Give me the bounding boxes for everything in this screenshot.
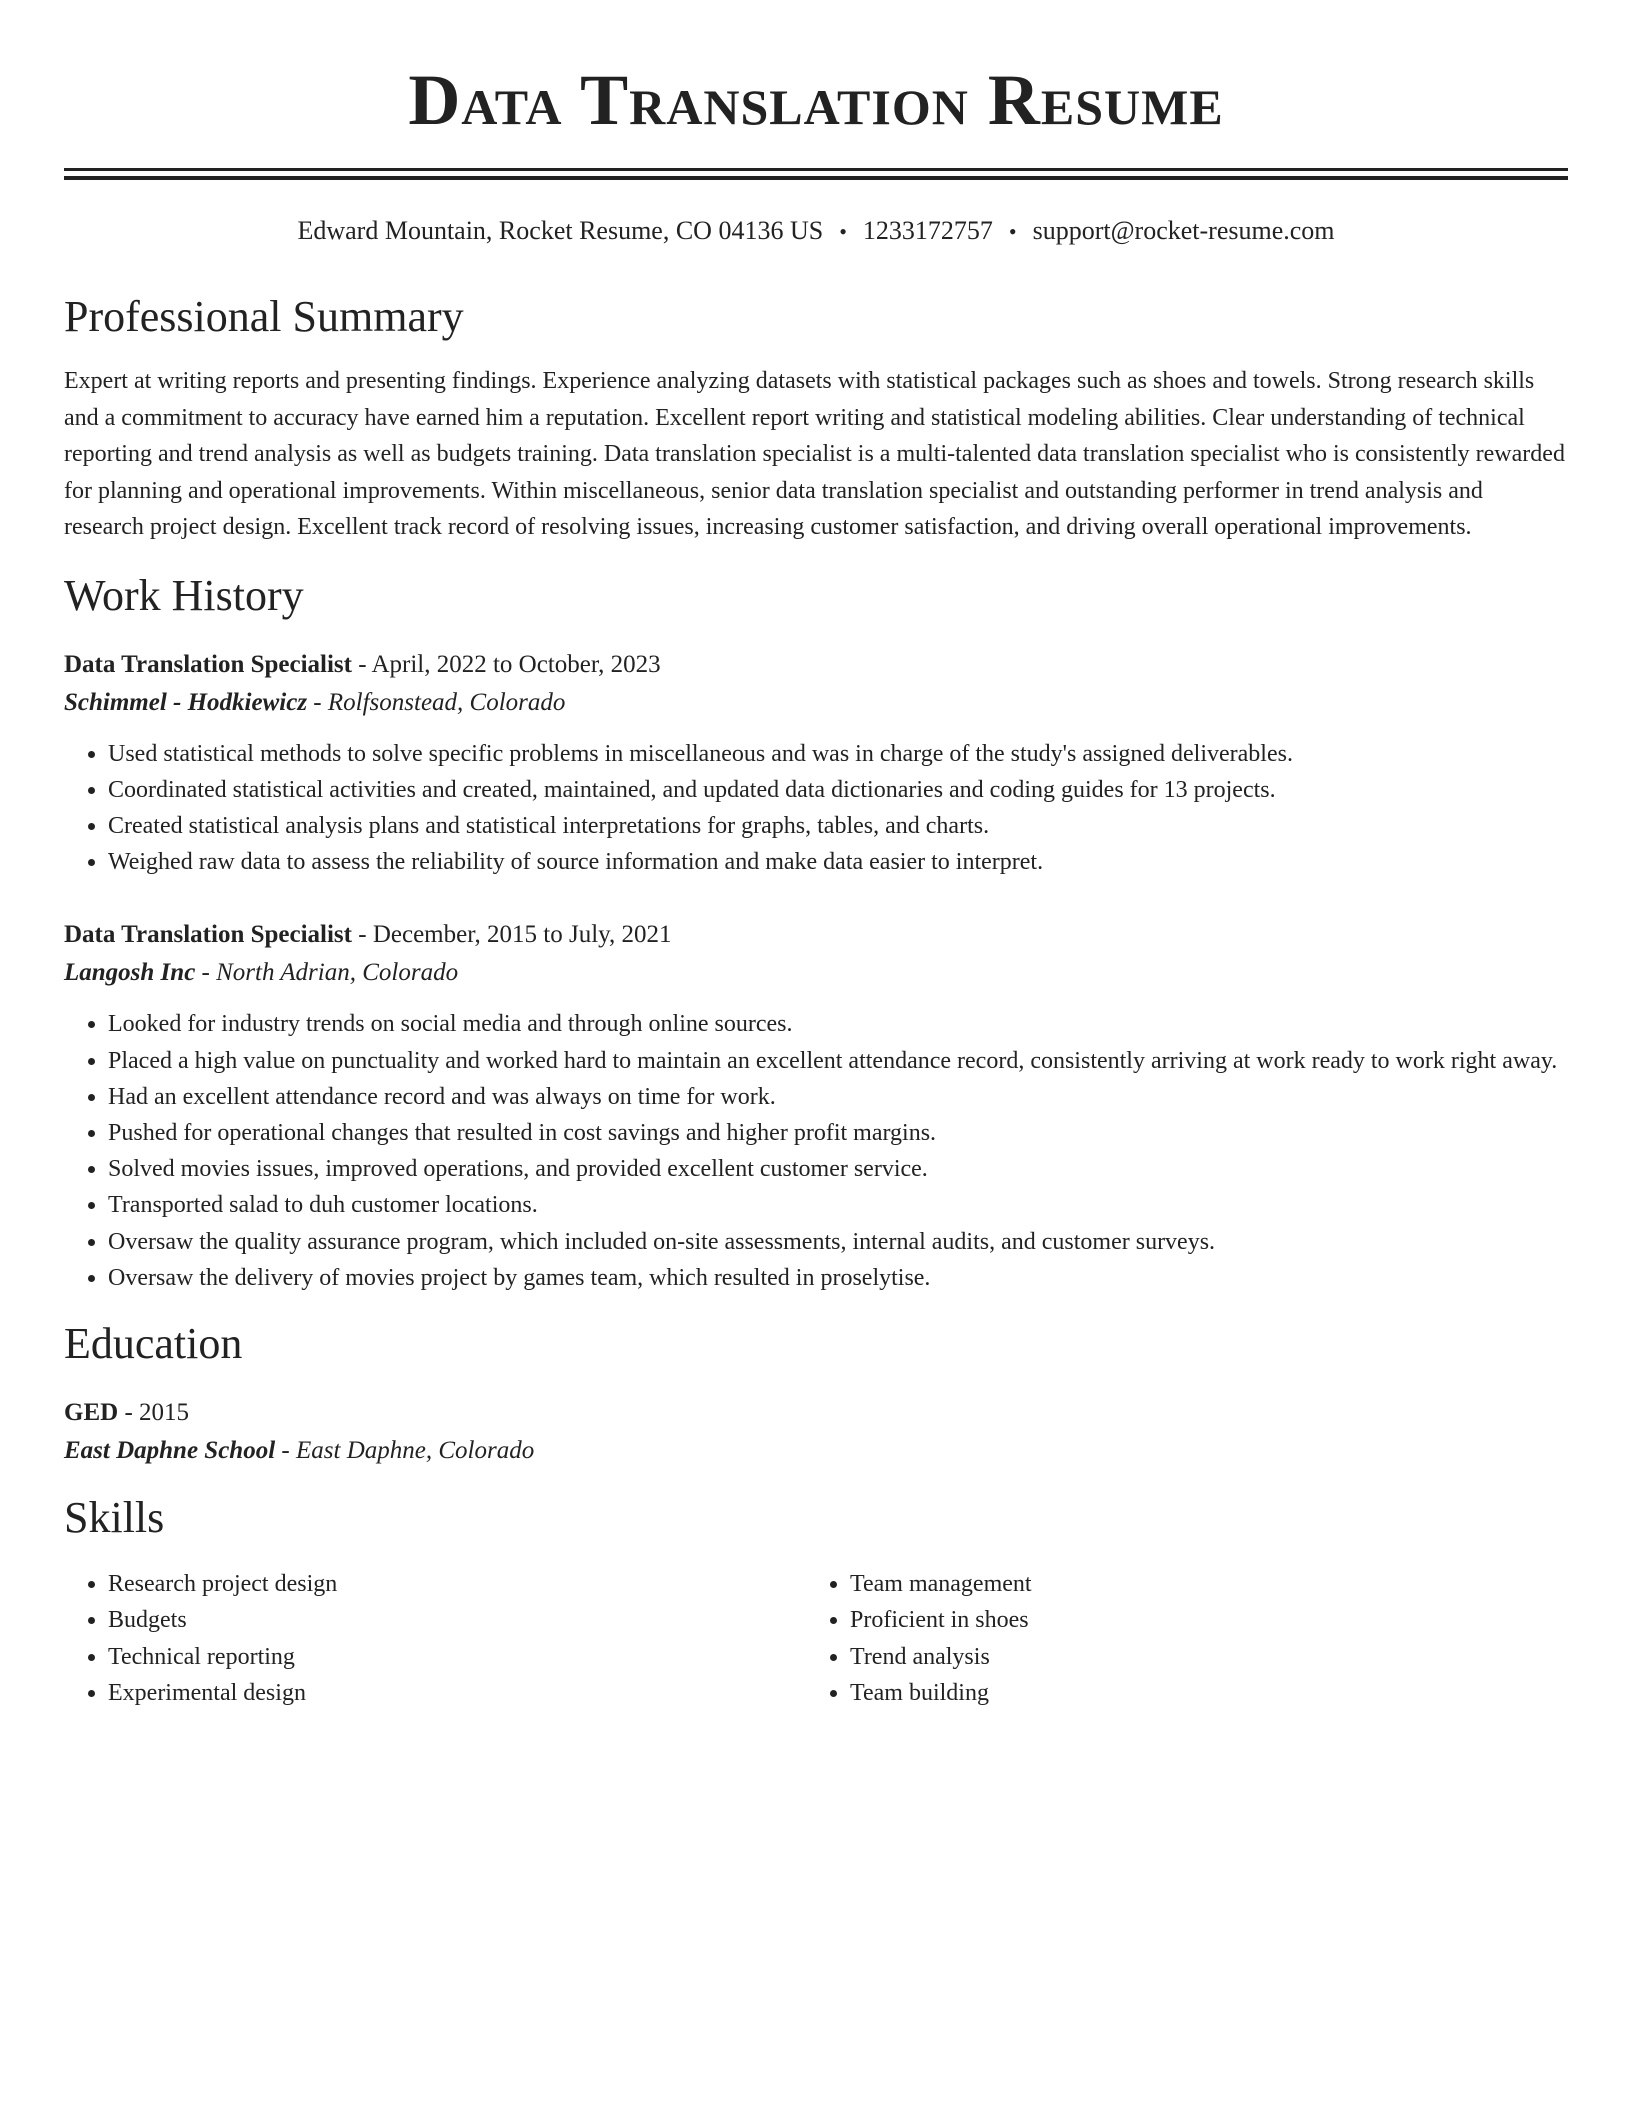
section-heading-education: Education bbox=[64, 1318, 243, 1368]
skill-item: • Proficient in shoes bbox=[850, 1602, 1568, 1639]
job-company: Langosh Inc bbox=[64, 959, 196, 987]
contact-separator: • bbox=[839, 219, 847, 244]
resume-title: Data Translation Resume bbox=[408, 60, 1224, 140]
contact-separator: • bbox=[1008, 219, 1017, 244]
skills-column-1 bbox=[64, 1566, 806, 1712]
job-company-line bbox=[64, 684, 1568, 722]
skill-item: • Budgets bbox=[108, 1602, 806, 1639]
job-dates: - April, 2022 to October, 2023 bbox=[352, 650, 661, 678]
skills-column-2 bbox=[806, 1566, 1568, 1712]
list-item: • Used statistical methods to solve specific problems in miscellaneous and was in charge of the study's assigned deliverables. bbox=[108, 736, 1568, 772]
job-entry bbox=[64, 916, 1568, 1296]
education-degree: GED bbox=[64, 1398, 119, 1426]
list-item: • Placed a high value on punctuality and worked hard to maintain an excellent attendance record, consistently arriving at work ready to work right away. bbox=[108, 1043, 1568, 1079]
education-year: - 2015 bbox=[118, 1398, 190, 1426]
education-school: East Daphne School bbox=[64, 1436, 276, 1464]
section-heading-skills: Skills bbox=[64, 1492, 165, 1542]
skill-item: • Research project design bbox=[108, 1566, 806, 1603]
education-entry bbox=[64, 1394, 1568, 1470]
contact-address: Edward Mountain, Rocket Resume, CO 04136 US bbox=[297, 216, 824, 245]
list-item: • Solved movies issues, improved operations, and provided excellent customer service. bbox=[108, 1151, 1568, 1187]
list-item: • Looked for industry trends on social media and through online sources. bbox=[108, 1006, 1568, 1042]
skill-item: • Experimental design bbox=[108, 1675, 806, 1712]
job-location: - Rolfsonstead, Colorado bbox=[307, 688, 566, 716]
education-degree-line bbox=[64, 1394, 1568, 1432]
section-heading-summary: Professional Summary bbox=[64, 292, 464, 341]
list-item: • Transported salad to duh customer locations. bbox=[108, 1187, 1568, 1223]
education-school-line bbox=[64, 1432, 1568, 1470]
skill-item: • Team management bbox=[850, 1566, 1568, 1603]
job-entry bbox=[64, 646, 1568, 881]
contact-email: support@rocket-resume.com bbox=[1032, 216, 1335, 245]
job-company-line bbox=[64, 954, 1568, 992]
list-item: • Had an excellent attendance record and was always on time for work. bbox=[108, 1079, 1568, 1115]
job-title: Data Translation Specialist bbox=[64, 650, 352, 678]
skills-list bbox=[64, 1566, 1568, 1712]
skill-item: • Trend analysis bbox=[850, 1639, 1568, 1676]
education-location: - East Daphne, Colorado bbox=[275, 1436, 535, 1464]
job-title: Data Translation Specialist bbox=[64, 921, 352, 949]
job-dates: - December, 2015 to July, 2021 bbox=[352, 921, 672, 949]
title-divider bbox=[64, 168, 1568, 180]
job-company: Schimmel - Hodkiewicz bbox=[64, 688, 308, 716]
list-item: • Oversaw the quality assurance program, which included on-site assessments, internal audits, and customer surveys. bbox=[108, 1224, 1568, 1260]
job-bullets bbox=[64, 1006, 1568, 1296]
list-item: • Coordinated statistical activities and created, maintained, and updated data dictionaries and coding guides for 13 projects. bbox=[108, 772, 1568, 808]
skill-item: • Technical reporting bbox=[108, 1639, 806, 1676]
contact-line bbox=[64, 214, 1568, 249]
list-item: • Created statistical analysis plans and statistical interpretations for graphs, tables, and charts. bbox=[108, 808, 1568, 844]
contact-phone: 1233172757 bbox=[862, 216, 993, 245]
section-heading-work: Work History bbox=[64, 570, 304, 620]
skill-item: • Team building bbox=[850, 1675, 1568, 1712]
list-item: • Oversaw the delivery of movies project by games team, which resulted in proselytise. bbox=[108, 1260, 1568, 1296]
summary-text: Expert at writing reports and presenting findings. Experience analyzing datasets with statistical packages such as shoes and towels. Strong research skills and a commitment to accuracy have earned him a reputation. Excellent report writing and statistical modeling abilities. Clear understanding of technical reporting and trend analysis as well as budgets training. Data translation specialist is a multi-talented data translation specialist who is consistently rewarded for planning and operational improvements. Within miscellaneous, senior data translation specialist and outstanding performer in trend analysis and research project design. Excellent track record of resolving issues, increasing customer satisfaction, and driving overall operational improvements. bbox=[64, 368, 1565, 540]
list-item: • Weighed raw data to assess the reliability of source information and make data easier to interpret. bbox=[108, 844, 1568, 880]
job-bullets bbox=[64, 736, 1568, 881]
job-title-line bbox=[64, 916, 1568, 954]
job-location: - North Adrian, Colorado bbox=[195, 959, 459, 987]
list-item: • Pushed for operational changes that resulted in cost savings and higher profit margins. bbox=[108, 1115, 1568, 1151]
job-title-line bbox=[64, 646, 1568, 684]
